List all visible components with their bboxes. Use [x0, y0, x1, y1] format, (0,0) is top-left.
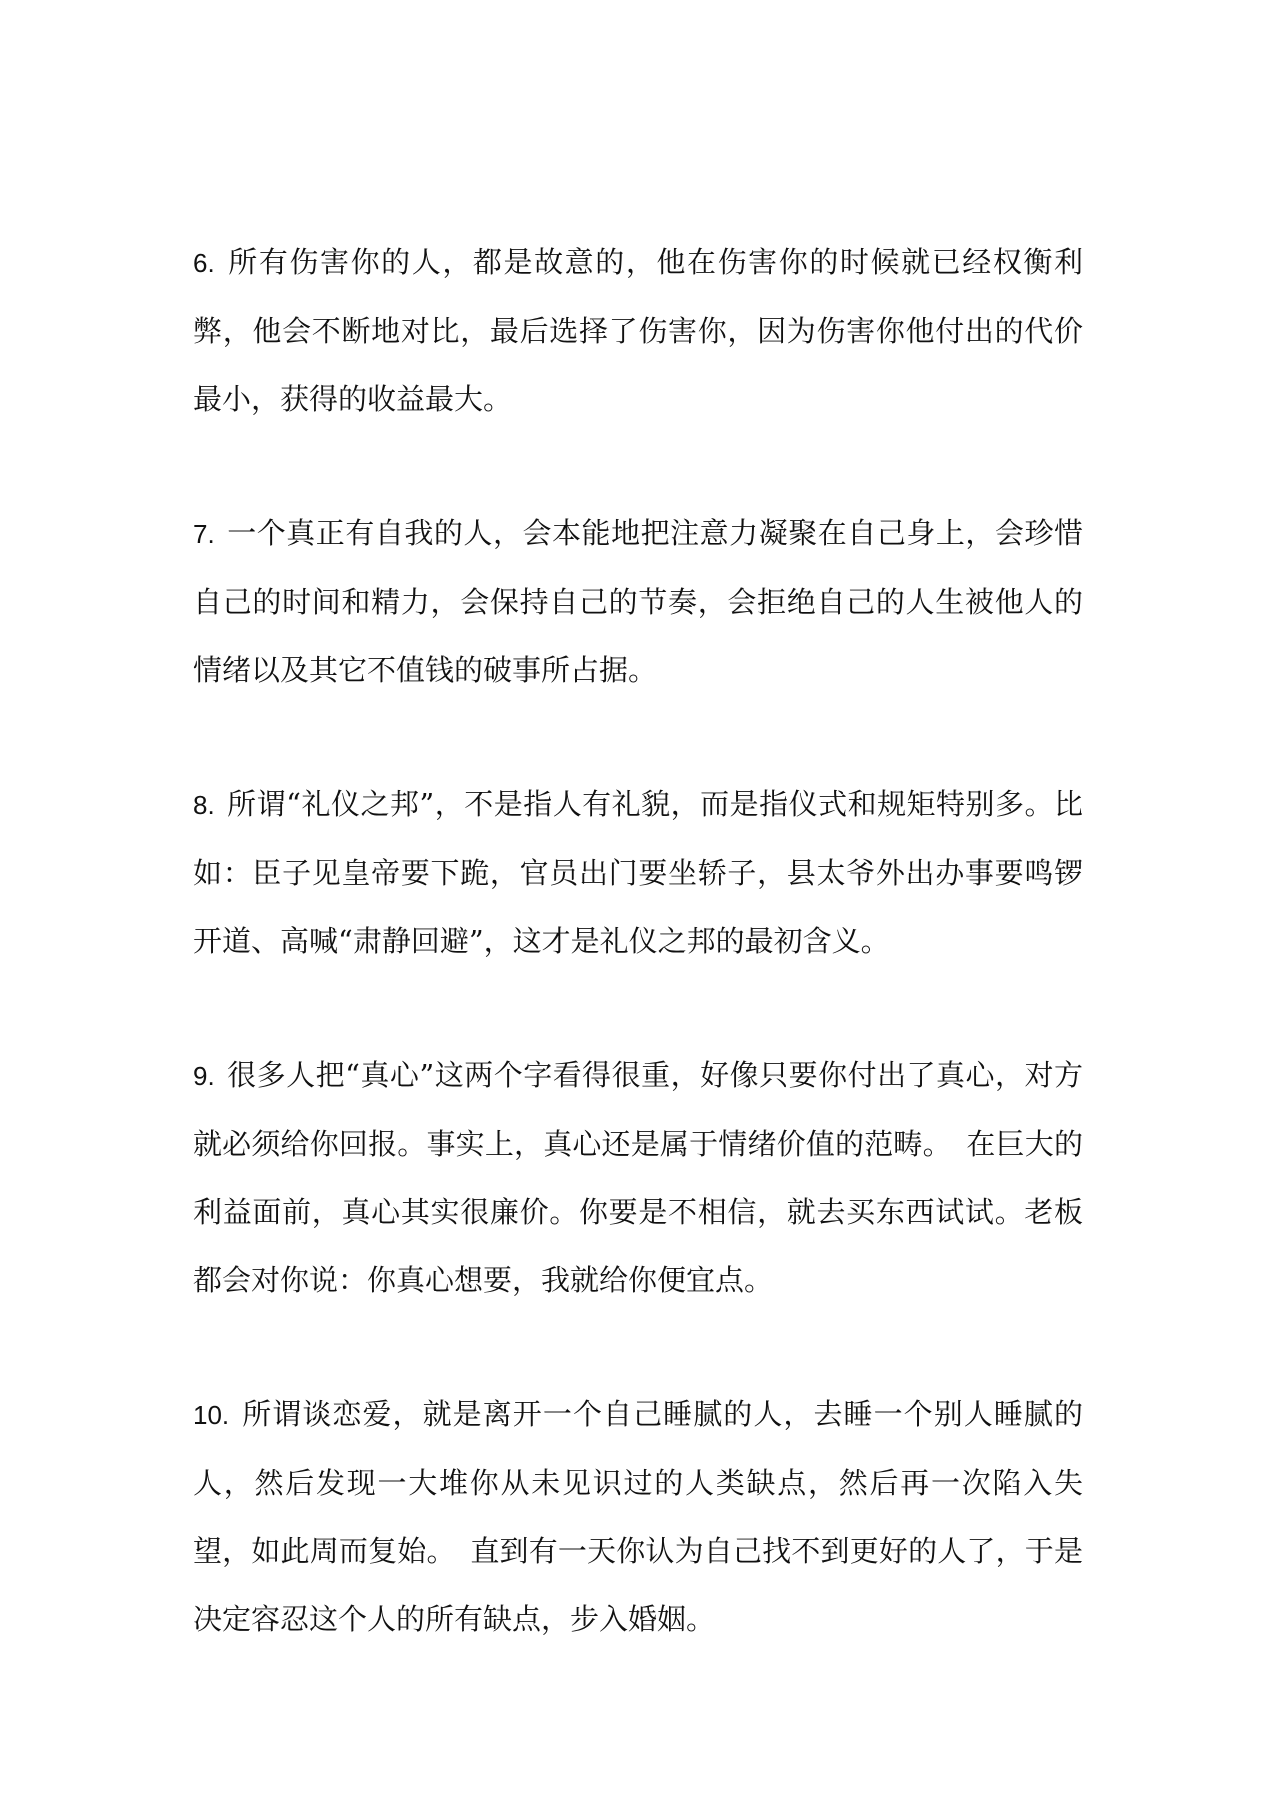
paragraph-number: 9. [193, 1061, 215, 1091]
document-body [193, 228, 1083, 1653]
paragraph-text: 所谓“礼仪之邦”，不是指人有礼貌，而是指仪式和规矩特别多。比如：臣子见皇帝要下跪，官员出门要坐轿子，县太爷外出办事要鸣锣开道、高喊“肃静回避”，这才是礼仪之邦的最初含义。 [193, 787, 1083, 958]
paragraph-9 [193, 1041, 1083, 1314]
paragraph-text: 很多人把“真心”这两个字看得很重，好像只要你付出了真心，对方就必须给你回报。事实上，真心还是属于情绪价值的范畴。 在巨大的利益面前，真心其实很廉价。你要是不相信，就去买东西试试。老板都会对你说：你真心想要，我就给你便宜点。 [193, 1058, 1083, 1297]
paragraph-text: 所有伤害你的人，都是故意的，他在伤害你的时候就已经权衡利弊，他会不断地对比，最后选择了伤害你，因为伤害你他付出的代价最小，获得的收益最大。 [193, 245, 1083, 416]
paragraph-6 [193, 228, 1083, 433]
paragraph-text: 一个真正有自我的人，会本能地把注意力凝聚在自己身上，会珍惜自己的时间和精力，会保持自己的节奏，会拒绝自己的人生被他人的情绪以及其它不值钱的破事所占据。 [193, 516, 1083, 687]
paragraph-text: 所谓谈恋爱，就是离开一个自己睡腻的人，去睡一个别人睡腻的人，然后发现一大堆你从未见识过的人类缺点，然后再一次陷入失望，如此周而复始。 直到有一天你认为自己找不到更好的人了，于是决定容忍这个人的所有缺点，步入婚姻。 [193, 1397, 1083, 1636]
paragraph-number: 7. [193, 519, 215, 549]
paragraph-7 [193, 499, 1083, 704]
paragraph-number: 8. [193, 790, 215, 820]
paragraph-number: 6. [193, 248, 215, 278]
paragraph-8 [193, 770, 1083, 975]
paragraph-number: 10. [193, 1400, 230, 1430]
paragraph-10 [193, 1380, 1083, 1653]
